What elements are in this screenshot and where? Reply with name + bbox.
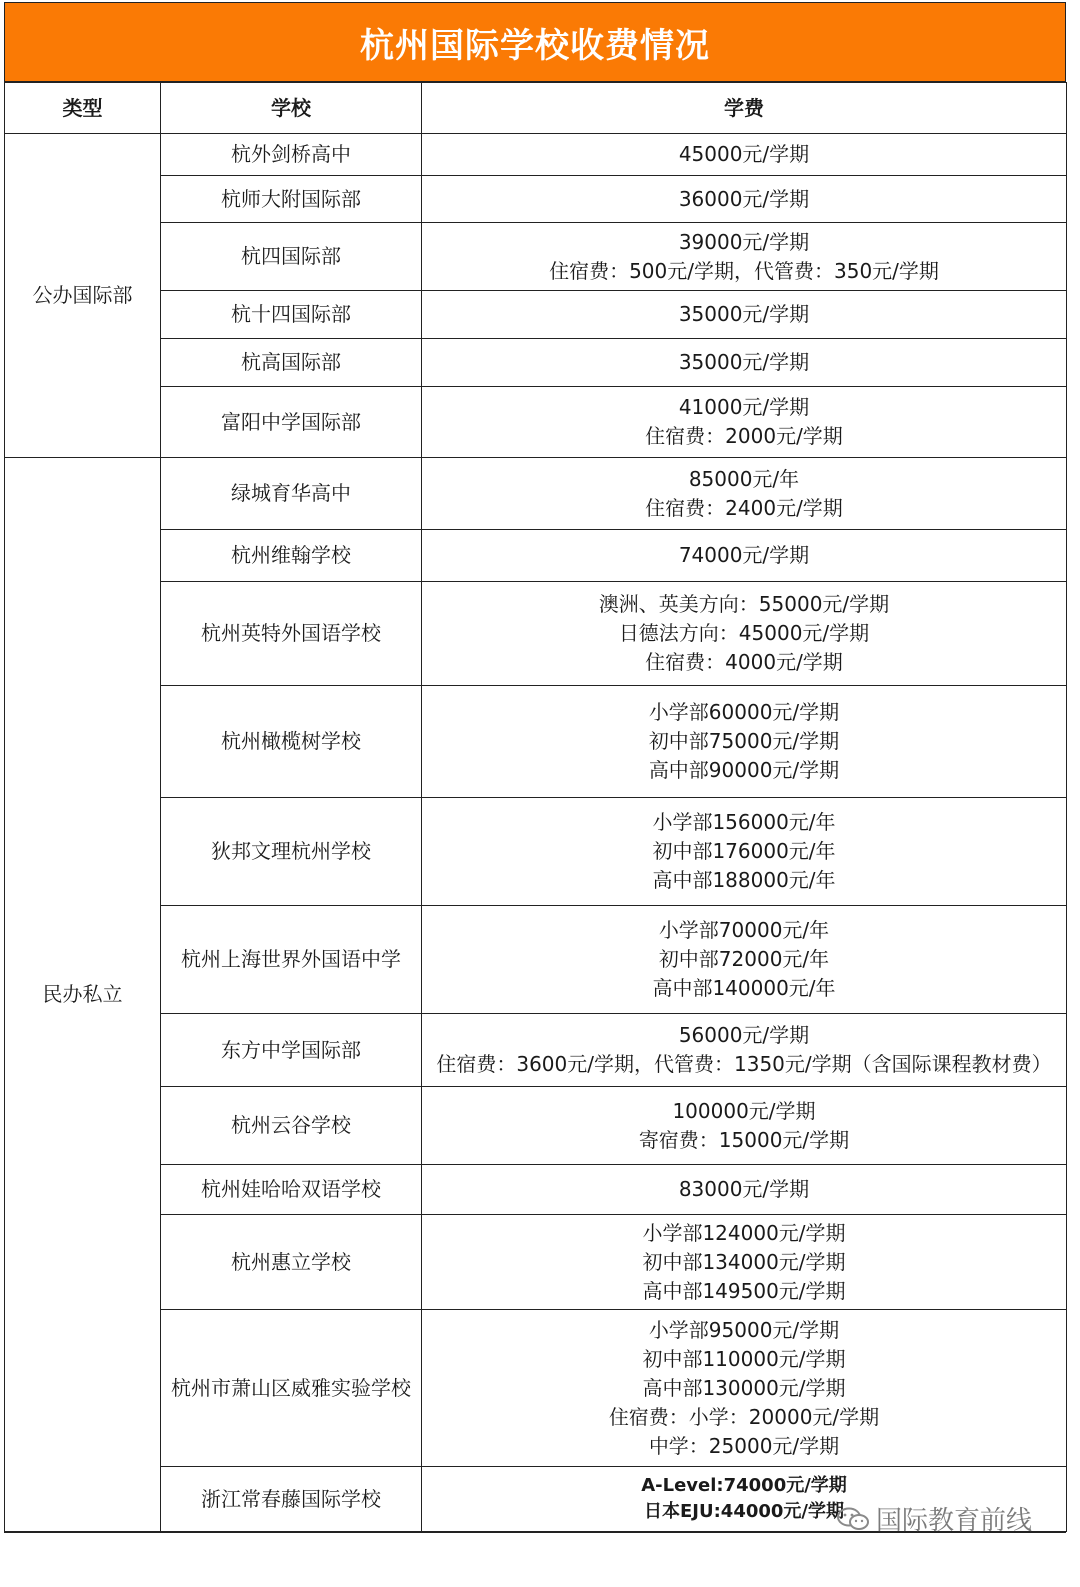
fee-cell xyxy=(422,1165,1067,1215)
type-cell: 民办私立 xyxy=(5,458,161,1532)
fee-cell xyxy=(422,1310,1067,1467)
table-row xyxy=(5,1215,1067,1310)
fee-line: 高中部90000元/学期 xyxy=(648,758,840,782)
header-fee: 学费 xyxy=(422,83,1067,134)
table-row xyxy=(5,339,1067,387)
table-row xyxy=(5,530,1067,582)
table-row xyxy=(5,582,1067,686)
fee-table xyxy=(4,82,1067,1532)
fee-cell xyxy=(422,1215,1067,1310)
school-cell: 杭州市萧山区威雅实验学校 xyxy=(161,1310,422,1467)
table-row xyxy=(5,1014,1067,1087)
fee-cell xyxy=(422,339,1067,387)
fee-cell xyxy=(422,530,1067,582)
table-row xyxy=(5,1165,1067,1215)
type-cell: 公办国际部 xyxy=(5,134,161,458)
school-cell: 杭四国际部 xyxy=(161,223,422,291)
fee-line: 45000元/学期 xyxy=(678,142,810,166)
fee-cell xyxy=(422,582,1067,686)
school-cell: 狄邦文理杭州学校 xyxy=(161,798,422,906)
school-cell: 杭高国际部 xyxy=(161,339,422,387)
fee-line: 39000元/学期 xyxy=(678,229,810,254)
table-row xyxy=(5,223,1067,291)
table-row xyxy=(5,176,1067,223)
table-row xyxy=(5,798,1067,906)
fee-cell xyxy=(422,458,1067,530)
table-row xyxy=(5,291,1067,339)
school-cell: 杭州维翰学校 xyxy=(161,530,422,582)
fee-cell xyxy=(422,686,1067,798)
fee-line: 日德法方向：45000元/学期 xyxy=(618,621,870,645)
watermark xyxy=(836,1500,1032,1537)
fee-line: 100000元/学期 xyxy=(672,1098,816,1123)
school-cell: 杭外剑桥高中 xyxy=(161,134,422,176)
fee-line: 寄宿费：15000元/学期 xyxy=(638,1127,850,1152)
fee-line: 高中部149500元/学期 xyxy=(642,1278,846,1303)
page-title: 杭州国际学校收费情况 xyxy=(360,25,710,66)
school-cell: 杭州橄榄树学校 xyxy=(161,686,422,798)
fee-line: 日本EJU:44000元/学期 xyxy=(643,1501,844,1522)
fee-line: 35000元/学期 xyxy=(678,302,810,326)
school-cell: 杭十四国际部 xyxy=(161,291,422,339)
school-cell: 杭州英特外国语学校 xyxy=(161,582,422,686)
fee-line: 小学部95000元/学期 xyxy=(648,1317,840,1342)
table-row xyxy=(5,387,1067,458)
school-cell: 绿城育华高中 xyxy=(161,458,422,530)
fee-line: 36000元/学期 xyxy=(678,186,810,211)
fee-line: 初中部110000元/学期 xyxy=(642,1346,846,1371)
fee-line: 中学：25000元/学期 xyxy=(648,1433,840,1458)
school-cell: 浙江常春藤国际学校 xyxy=(161,1467,422,1532)
fee-cell xyxy=(422,291,1067,339)
fee-line: 住宿费：4000元/学期 xyxy=(645,650,843,674)
fee-line: 住宿费：500元/学期，代管费：350元/学期 xyxy=(549,258,939,283)
school-cell: 杭州惠立学校 xyxy=(161,1215,422,1310)
fee-cell xyxy=(422,223,1067,291)
fee-cell xyxy=(422,1087,1067,1165)
table-row xyxy=(5,458,1067,530)
school-cell: 东方中学国际部 xyxy=(161,1014,422,1087)
fee-cell xyxy=(422,134,1067,176)
school-cell: 杭州云谷学校 xyxy=(161,1087,422,1165)
school-cell: 富阳中学国际部 xyxy=(161,387,422,458)
fee-line: 住宿费：小学：20000元/学期 xyxy=(608,1404,880,1429)
fee-line: 小学部70000元/年 xyxy=(658,918,830,942)
header-row xyxy=(5,83,1067,134)
fee-line: 小学部156000元/年 xyxy=(652,810,836,834)
table-row xyxy=(5,134,1067,176)
table-row xyxy=(5,686,1067,798)
fee-line: 56000元/学期 xyxy=(678,1023,810,1047)
wechat-icon xyxy=(836,1507,870,1531)
fee-line: 74000元/学期 xyxy=(678,543,810,567)
school-cell: 杭师大附国际部 xyxy=(161,176,422,223)
fee-line: 住宿费：2000元/学期 xyxy=(645,424,843,448)
fee-cell xyxy=(422,176,1067,223)
fee-line: 小学部124000元/学期 xyxy=(642,1220,846,1245)
fee-line: 初中部75000元/学期 xyxy=(648,729,840,753)
fee-sheet xyxy=(4,2,1066,1532)
table-row xyxy=(5,1310,1067,1467)
fee-line: 初中部72000元/年 xyxy=(658,947,830,971)
fee-line: 初中部176000元/年 xyxy=(652,839,836,863)
title-bar xyxy=(4,2,1066,82)
fee-line: A-Level:74000元/学期 xyxy=(641,1475,847,1496)
school-cell: 杭州上海世界外国语中学 xyxy=(161,906,422,1014)
fee-cell xyxy=(422,798,1067,906)
fee-line: 85000元/年 xyxy=(688,466,800,491)
fee-line: 41000元/学期 xyxy=(678,395,810,419)
fee-cell xyxy=(422,1014,1067,1087)
header-school: 学校 xyxy=(161,83,422,134)
table-row xyxy=(5,906,1067,1014)
fee-line: 83000元/学期 xyxy=(678,1177,810,1201)
fee-line: 高中部140000元/年 xyxy=(652,976,836,1000)
fee-line: 住宿费：3600元/学期，代管费：1350元/学期（含国际课程教材费） xyxy=(436,1052,1052,1076)
fee-line: 35000元/学期 xyxy=(678,350,810,374)
fee-table-body xyxy=(5,134,1067,1532)
fee-line: 高中部188000元/年 xyxy=(652,868,836,892)
fee-line: 住宿费：2400元/学期 xyxy=(645,495,843,520)
header-type: 类型 xyxy=(5,83,161,134)
fee-line: 高中部130000元/学期 xyxy=(642,1375,846,1400)
table-row xyxy=(5,1087,1067,1165)
fee-cell xyxy=(422,387,1067,458)
school-cell: 杭州娃哈哈双语学校 xyxy=(161,1165,422,1215)
fee-line: 澳洲、英美方向：55000元/学期 xyxy=(598,592,890,616)
fee-line: 小学部60000元/学期 xyxy=(648,700,840,724)
fee-cell xyxy=(422,906,1067,1014)
watermark-text: 国际教育前线 xyxy=(876,1506,1033,1536)
fee-line: 初中部134000元/学期 xyxy=(642,1249,846,1274)
